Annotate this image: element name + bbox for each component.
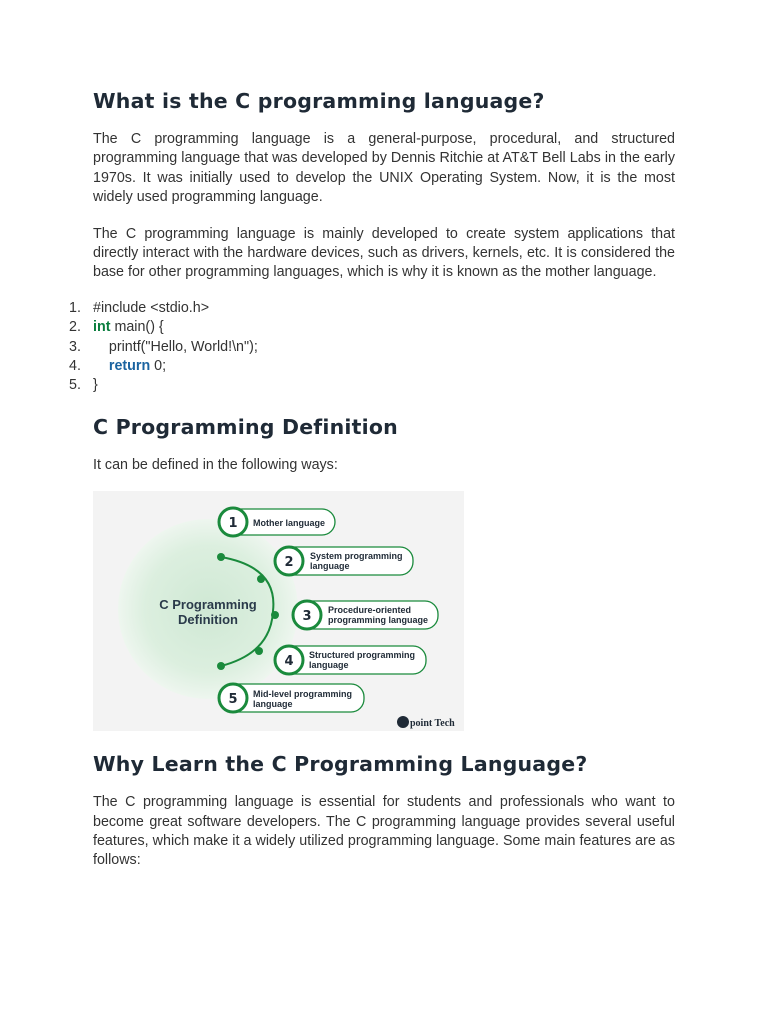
code-text: #include <stdio.h> [93, 299, 210, 316]
arc-dot [217, 553, 225, 561]
definition-item-4 [275, 646, 426, 674]
item-number: 3 [302, 609, 312, 625]
code-line [69, 299, 675, 318]
center-label-1: C Programming [159, 597, 257, 613]
section-heading: Why Learn the C Programming Language? [93, 752, 588, 777]
item-number: 4 [284, 654, 294, 670]
line-number: 4. [69, 358, 81, 375]
section-heading: What is the C programming language? [93, 89, 545, 113]
brand-label: point Tech [410, 718, 455, 730]
definition-item-3 [293, 601, 438, 629]
item-label: language [310, 561, 350, 572]
arc-dot [257, 575, 265, 583]
line-number: 2. [69, 319, 81, 336]
item-label: Mother language [253, 518, 326, 529]
item-number: 2 [284, 555, 294, 571]
arc-dot [271, 611, 279, 619]
logo-icon [397, 716, 409, 728]
item-label: language [253, 699, 293, 710]
code-keyword: int [93, 319, 111, 336]
code-text: 0; [150, 358, 167, 375]
paragraph: The C programming language is a general-purpose, procedural, and structured programming language that was developed by Dennis Ritchie at AT&T Bell Labs in the early 1970s. It was initially used to develop the UNIX Operating System. Now, it is the most widely used programming language. [93, 131, 675, 206]
paragraph: The C programming language is mainly developed to create system applications that directly interact with the hardware devices, such as drivers, kernels, etc. It is considered the base for other programming languages, which is why it is known as the mother language. [93, 225, 675, 281]
section-heading: C Programming Definition [93, 414, 398, 439]
arc-dot [255, 647, 263, 655]
code-text: printf("Hello, World!\n"); [93, 338, 258, 355]
code-line [69, 357, 675, 376]
item-label: Structured programming [309, 650, 416, 661]
definition-item-2 [275, 547, 413, 575]
diagram-svg [93, 491, 464, 731]
item-number: 1 [228, 516, 238, 532]
item-label: language [309, 660, 349, 671]
definition-item-1 [219, 508, 335, 536]
definition-diagram [93, 491, 464, 731]
code-text: } [93, 377, 98, 394]
item-label: programming language [328, 615, 429, 626]
center-label-2: Definition [178, 612, 238, 628]
code-keyword: return [108, 358, 151, 375]
item-label: Procedure-oriented [328, 605, 412, 616]
paragraph: The C programming language is essential for students and professionals who want to become great software developers. The C programming language provides several useful features, which make it a widely utilized programming language. Some main features are as follows: [93, 794, 675, 869]
code-listing [69, 299, 675, 396]
code-line [69, 318, 675, 337]
line-number: 5. [69, 377, 81, 394]
item-label: System programming [310, 551, 403, 562]
code-line [69, 376, 675, 395]
item-label: Mid-level programming [253, 689, 353, 700]
paragraph: It can be defined in the following ways: [93, 456, 338, 473]
article [69, 88, 675, 871]
code-indent [93, 358, 109, 374]
arc-dot [217, 662, 225, 670]
code-line [69, 338, 675, 357]
definition-item-5 [219, 684, 364, 712]
line-number: 3. [69, 338, 81, 355]
item-number: 5 [228, 692, 238, 708]
line-number: 1. [69, 299, 81, 316]
brand-logo [397, 716, 455, 729]
code-text: main() { [110, 319, 164, 336]
